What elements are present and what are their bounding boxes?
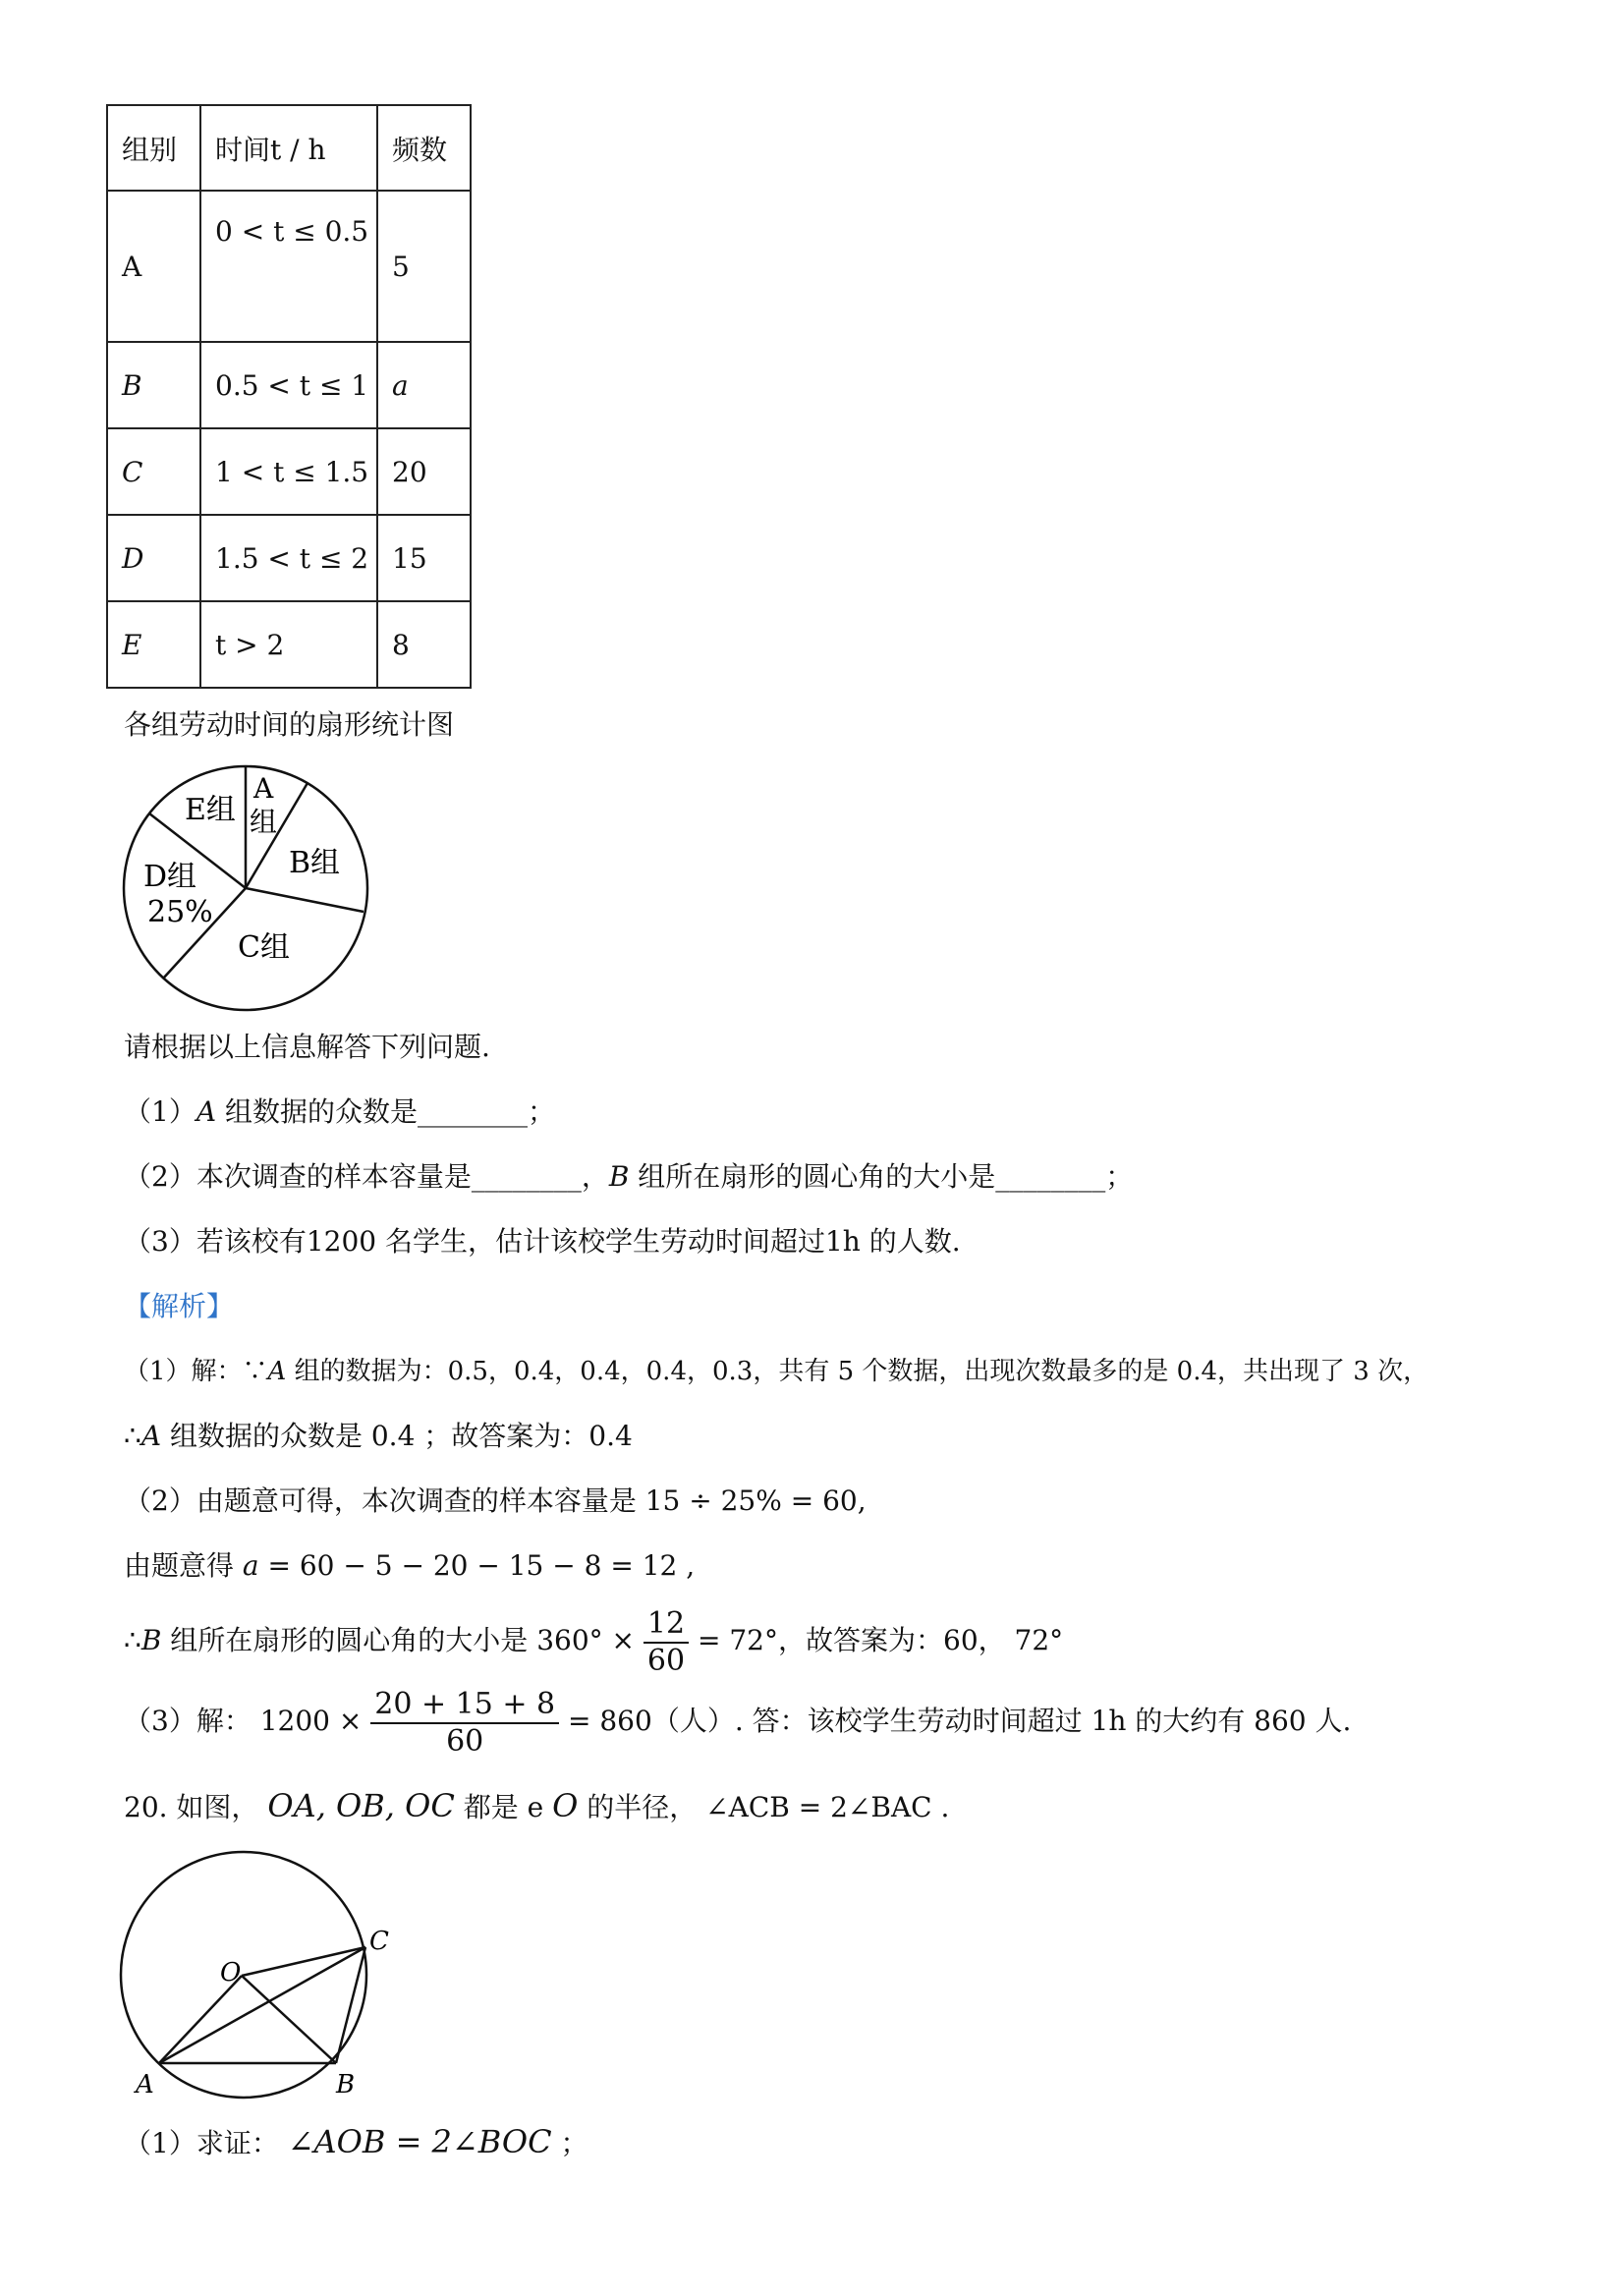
q1-prefix: （1） <box>124 1095 196 1128</box>
solution-2b <box>124 1548 695 1584</box>
q2-text2: 组所在扇形的圆心角的大小是________； <box>629 1160 1134 1193</box>
q20-radii: OA, OB, OC <box>267 1787 455 1824</box>
cell-group: C <box>107 428 200 515</box>
prompt-text: 请根据以上信息解答下列问题. <box>124 1031 490 1063</box>
pie-chart <box>120 762 375 1018</box>
table-row <box>107 342 471 428</box>
header-group: 组别 <box>107 105 200 191</box>
q20-prefix: 20. 如图， <box>124 1791 268 1823</box>
q20-1-prefix: （1）求证： <box>124 2127 288 2159</box>
segment-oc <box>242 1947 365 1976</box>
table-header-row <box>107 105 471 191</box>
solution-3 <box>124 1682 1351 1761</box>
table-row <box>107 515 471 601</box>
fraction-43-60 <box>370 1687 559 1760</box>
pie-label-a-zu: 组 <box>250 806 278 838</box>
q20-post: 的半径， ∠ACB = 2∠BAC . <box>578 1791 950 1823</box>
q20-1-formula: ∠AOB = 2∠BOC <box>287 2123 552 2160</box>
s2c-prefix: ∴ <box>124 1624 141 1656</box>
s1a-var: A <box>267 1357 287 1386</box>
cell-range: t > 2 <box>200 601 377 688</box>
label-o: O <box>220 1958 242 1988</box>
segment-oa <box>159 1976 242 2063</box>
label-b: B <box>336 2070 356 2100</box>
table-row <box>107 428 471 515</box>
pie-label-b: B组 <box>289 846 341 880</box>
pie-label-d: D组 <box>143 860 197 894</box>
s1b-prefix: ∴ <box>124 1420 141 1452</box>
cell-freq: a <box>377 342 471 428</box>
question-20 <box>124 1788 949 1825</box>
pie-label-e: E组 <box>185 793 236 827</box>
cell-group: D <box>107 515 200 601</box>
cell-freq: 15 <box>377 515 471 601</box>
label-c: C <box>369 1927 389 1956</box>
header-time: 时间t / h <box>200 105 377 191</box>
frequency-table <box>106 104 472 689</box>
segment-bc <box>336 1947 365 2063</box>
q1-text: 组数据的众数是________； <box>216 1095 555 1128</box>
solution-1a <box>124 1354 1428 1389</box>
cell-range: 0 < t ≤ 0.5 <box>200 191 377 342</box>
cell-range: 1 < t ≤ 1.5 <box>200 428 377 515</box>
fraction-denominator: 60 <box>646 1643 686 1678</box>
solution-2c <box>124 1601 1063 1680</box>
s1b-var: A <box>140 1420 162 1452</box>
fraction-numerator: 12 <box>644 1606 689 1644</box>
s2c-text: 组所在扇形的圆心角的大小是 360° × <box>161 1624 644 1656</box>
pie-label-a: A <box>253 772 274 805</box>
s3-post: = 860（人）. 答：该校学生劳动时间超过 1h 的大约有 860 人. <box>559 1705 1352 1737</box>
segment-ac <box>159 1947 365 2063</box>
fraction-12-60 <box>644 1606 689 1679</box>
segment-ob <box>242 1976 336 2063</box>
question-1 <box>124 1094 555 1130</box>
label-a: A <box>136 2070 154 2100</box>
q2-var: B <box>608 1160 630 1193</box>
s1a-text: 组的数据为：0.5，0.4，0.4，0.4，0.3，共有 5 个数据，出现次数最多的是 0.4，共出现了 3 次， <box>286 1357 1429 1386</box>
table-row <box>107 191 471 342</box>
q20-1-post: ； <box>551 2127 588 2159</box>
pie-label-d-pct: 25% <box>147 895 213 929</box>
cell-freq: 20 <box>377 428 471 515</box>
fraction-numerator: 20 + 15 + 8 <box>370 1687 559 1724</box>
fraction-denominator: 60 <box>446 1723 484 1759</box>
solution-1b <box>124 1419 633 1454</box>
analysis-label: 【解析】 <box>124 1290 235 1322</box>
q20-mid: 都是 e <box>454 1791 553 1823</box>
q20-circle-o: O <box>552 1787 579 1824</box>
cell-range: 1.5 < t ≤ 2 <box>200 515 377 601</box>
pie-title: 各组劳动时间的扇形统计图 <box>124 708 455 741</box>
s2c-post: = 72°，故答案为：60， 72° <box>689 1624 1064 1656</box>
question-20-1 <box>124 2124 588 2161</box>
cell-group: B <box>107 342 200 428</box>
s1b-text: 组数据的众数是 0.4 ；故答案为：0.4 <box>161 1420 633 1452</box>
q1-var: A <box>196 1095 217 1128</box>
s2b-var: a <box>242 1549 259 1582</box>
circle-figure <box>118 1849 413 2144</box>
cell-range: 0.5 < t ≤ 1 <box>200 342 377 428</box>
s3-prefix: （3）解： 1200 × <box>124 1705 371 1737</box>
question-3: （3）若该校有1200 名学生，估计该校学生劳动时间超过1h 的人数. <box>124 1225 961 1258</box>
pie-label-c: C组 <box>238 930 290 965</box>
pie-divider-bc <box>246 888 364 912</box>
s2b-prefix: 由题意得 <box>124 1549 243 1582</box>
s2c-var: B <box>140 1624 162 1656</box>
cell-group: A <box>107 191 200 342</box>
cell-freq: 5 <box>377 191 471 342</box>
table-row <box>107 601 471 688</box>
s2b-text: = 60 − 5 − 20 − 15 − 8 = 12 , <box>258 1549 696 1582</box>
s1a-prefix: （1）解：∵ <box>124 1357 268 1386</box>
question-2 <box>124 1159 1133 1195</box>
cell-group: E <box>107 601 200 688</box>
solution-2a: （2）由题意可得，本次调查的样本容量是 15 ÷ 25% = 60, <box>124 1484 867 1517</box>
q2-text1: （2）本次调查的样本容量是________， <box>124 1160 609 1193</box>
cell-freq: 8 <box>377 601 471 688</box>
header-frequency: 频数 <box>377 105 471 191</box>
